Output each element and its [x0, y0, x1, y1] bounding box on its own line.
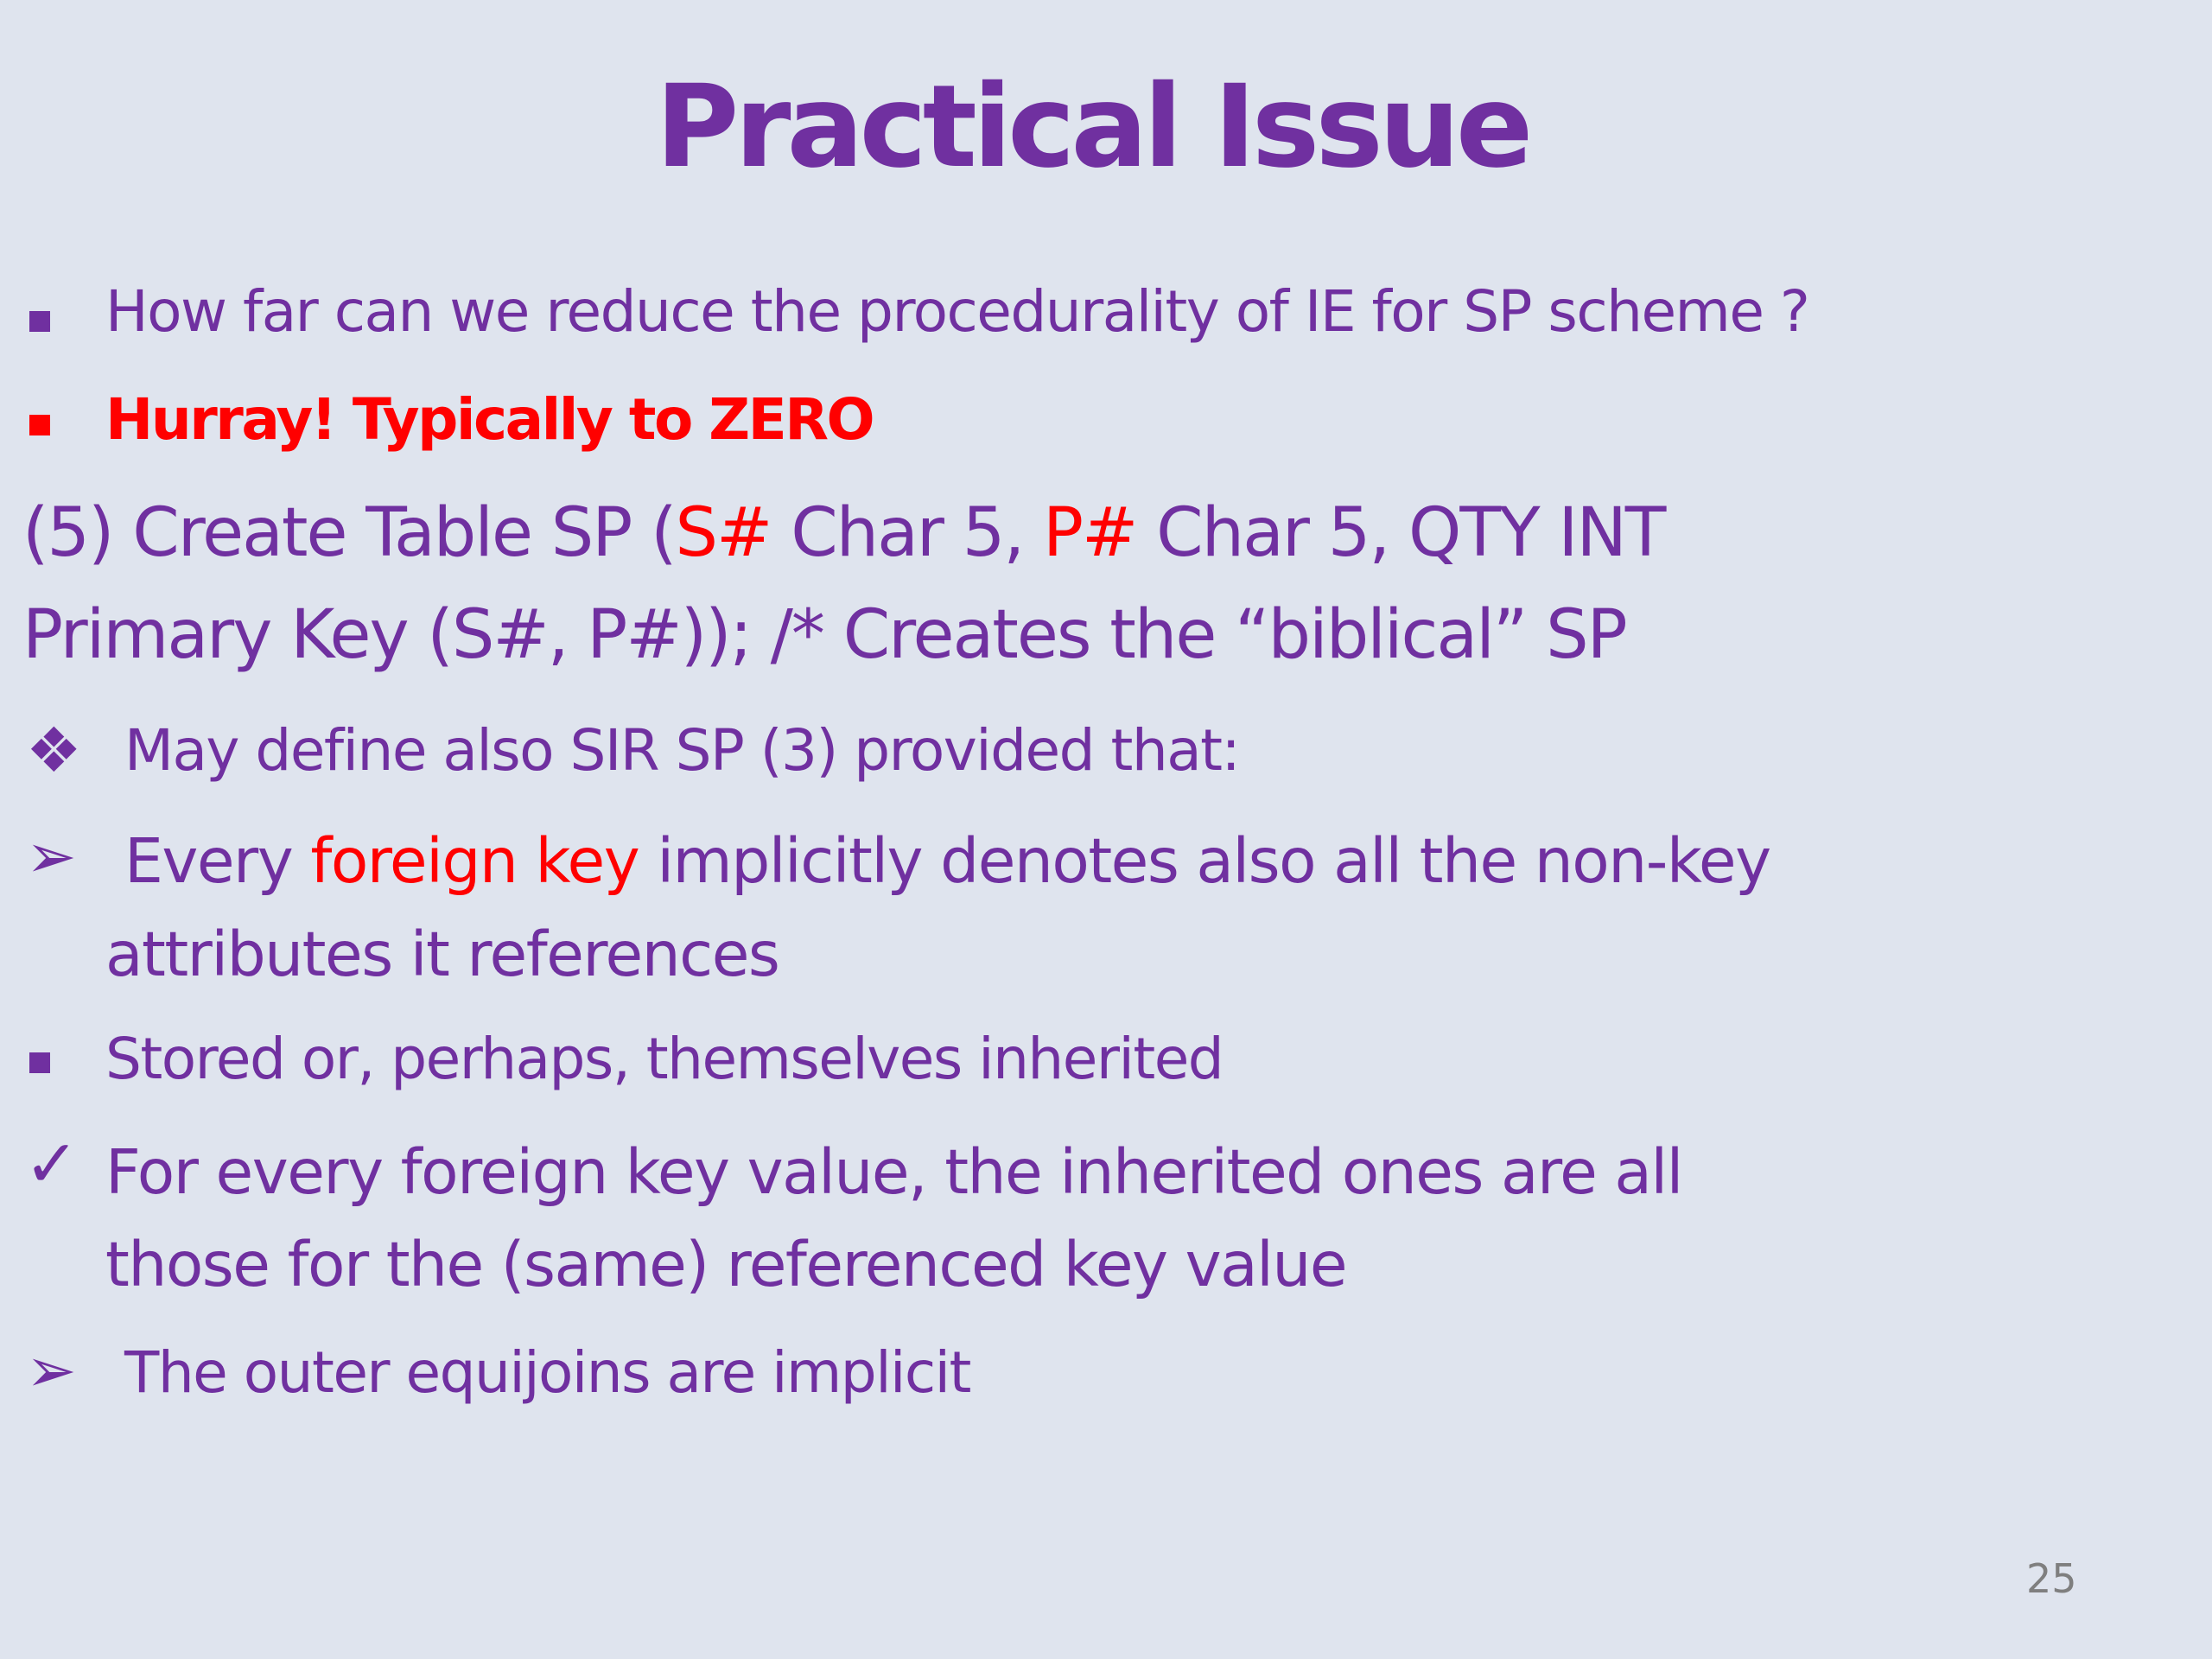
foreign-key-highlight: foreign key	[310, 825, 639, 897]
square-bullet-icon	[29, 311, 50, 332]
bullet-text-4-line-2: attributes it references	[105, 918, 779, 990]
bullet-text-5: Stored or, perhaps, themselves inherited	[105, 1026, 1224, 1092]
square-bullet-red-icon	[29, 415, 50, 435]
stmt-part-c: Char 5, QTY INT	[1136, 494, 1665, 572]
bullet-text-6-line-2: those for the (same) referenced key value	[105, 1229, 1347, 1300]
page-number: 25	[2026, 1555, 2077, 1602]
stmt-s-key: S#	[675, 494, 772, 572]
bullet-text-3: May define also SIR SP (3) provided that:	[124, 717, 1240, 784]
stmt-part-a: (5) Create Table SP (	[22, 494, 676, 572]
bullet-text-4	[124, 825, 1770, 897]
bullet-text-7: The outer equijoins are implicit	[124, 1339, 970, 1406]
bullet-4-part-b: implicitly denotes also all the non-key	[639, 825, 1770, 897]
bullet-text-1: How far can we reduce the procedurality of IE for SP scheme ?	[105, 278, 1809, 345]
stmt-p-key: P#	[1042, 494, 1137, 572]
checkmark-bullet-icon: ✓	[24, 1125, 79, 1202]
create-table-line-1	[22, 494, 1664, 572]
four-diamond-bullet-icon: ❖	[26, 714, 82, 786]
create-table-line-2: Primary Key (S#, P#)); /* Creates the “biblical” SP	[22, 596, 1626, 674]
bullet-4-part-a: Every	[124, 825, 311, 897]
square-bullet-icon	[29, 1052, 50, 1073]
slide-title: Practical Issue	[655, 60, 1529, 194]
bullet-text-2: Hurray! Typically to ZERO	[105, 386, 874, 453]
stmt-part-b: Char 5,	[771, 494, 1043, 572]
bullet-text-6: For every foreign key value, the inherited ones are all	[105, 1136, 1682, 1208]
arrow-bullet-icon: ➢	[26, 1335, 77, 1406]
arrow-bullet-icon: ➢	[26, 821, 77, 892]
